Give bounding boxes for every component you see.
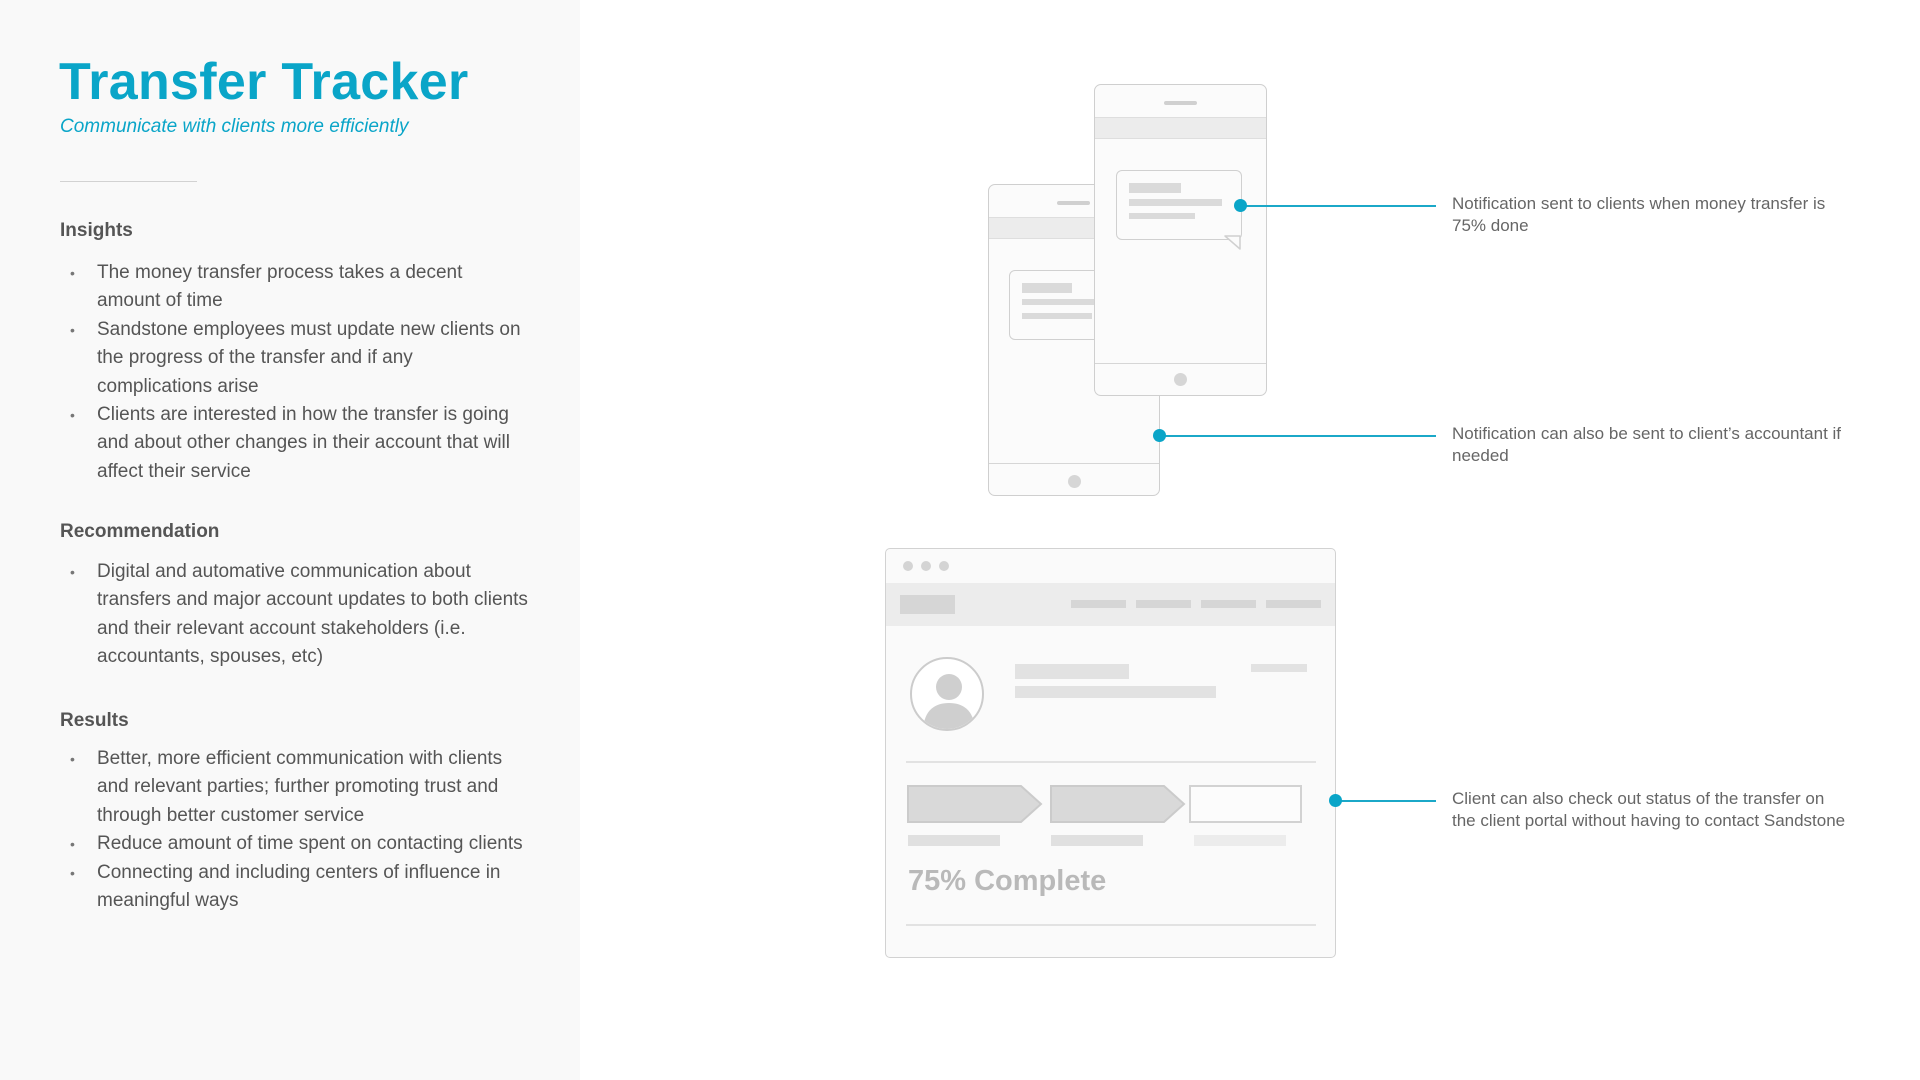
page-subtitle: Communicate with clients more efficiently xyxy=(60,116,409,137)
callout-marker xyxy=(1153,429,1166,442)
progress-step-complete xyxy=(1051,786,1184,822)
client-portal-mockup xyxy=(885,548,1336,958)
left-panel xyxy=(0,0,580,1080)
phone-home-button xyxy=(1068,475,1081,488)
progress-step-caption-placeholder xyxy=(908,835,1000,846)
callout-text: Client can also check out status of the transfer on the client portal without having to contact Sandstone xyxy=(1452,789,1846,830)
phone-footer-divider xyxy=(989,463,1159,464)
callout-connector xyxy=(1240,205,1436,207)
callout-connector xyxy=(1336,800,1436,802)
callout-marker xyxy=(1234,199,1247,212)
progress-step-pending xyxy=(1190,786,1301,822)
results-heading: Results xyxy=(60,710,129,731)
progress-step-caption-placeholder xyxy=(1051,835,1143,846)
callout-text: Notification sent to clients when money transfer is 75% done xyxy=(1452,194,1826,235)
page-title: Transfer Tracker xyxy=(59,53,469,111)
callout-text: Notification can also be sent to client’s accountant if needed xyxy=(1452,424,1842,465)
recommendation-heading: Recommendation xyxy=(60,521,220,542)
progress-step-complete xyxy=(908,786,1041,822)
phone-footer-divider xyxy=(1095,363,1266,364)
results-item: • Reduce amount of time spent on contacting clients xyxy=(60,830,530,858)
callout-connector xyxy=(1159,435,1436,437)
insights-item: • Clients are interested in how the transfer is going and about other changes in their account that will affect their service xyxy=(60,401,530,486)
phone-speaker xyxy=(1164,101,1197,105)
phone-mockup-front xyxy=(1094,84,1267,396)
progress-step-caption-placeholder xyxy=(1194,835,1286,846)
results-item: • Better, more efficient communication with clients and relevant parties; further promoting trust and through better customer service xyxy=(60,745,530,830)
recommendation-list xyxy=(60,558,530,672)
insights-item: • The money transfer process takes a decent amount of time xyxy=(60,259,530,316)
progress-label: 75% Complete xyxy=(908,865,1107,897)
results-item: • Connecting and including centers of influence in meaningful ways xyxy=(60,859,530,916)
title-divider xyxy=(60,181,197,182)
phone-home-button xyxy=(1174,373,1187,386)
section-divider xyxy=(906,924,1316,926)
insights-item: • Sandstone employees must update new clients on the progress of the transfer and if any complications arise xyxy=(60,316,530,401)
recommendation-item: • Digital and automative communication about transfers and major account updates to both clients and their relevant account stakeholders (i.e. accountants, spouses, etc) xyxy=(60,558,530,672)
phone-speaker xyxy=(1057,201,1090,205)
notification-bubble xyxy=(1116,170,1242,240)
insights-heading: Insights xyxy=(60,220,133,241)
callout-marker xyxy=(1329,794,1342,807)
bubble-tail-icon xyxy=(1224,235,1242,251)
phone-header-bar xyxy=(1095,117,1266,139)
results-list xyxy=(60,745,530,915)
insights-list xyxy=(60,259,530,486)
